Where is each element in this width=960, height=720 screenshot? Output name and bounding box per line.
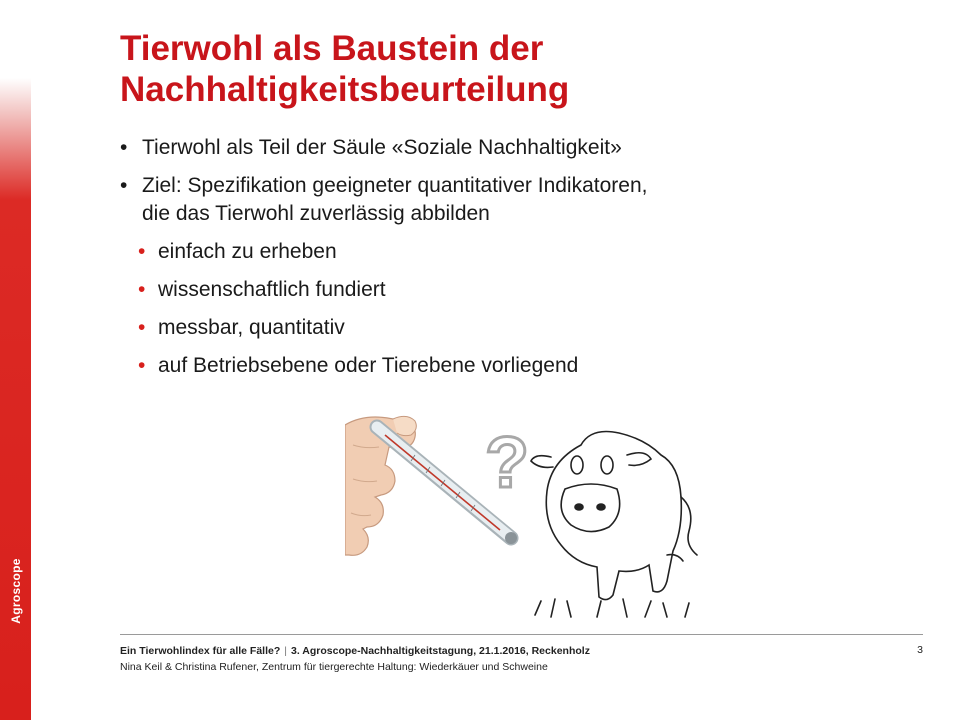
sub-bullet-item <box>120 238 900 266</box>
brand-name: Agroscope <box>8 558 23 624</box>
page-number: 3 <box>917 644 923 656</box>
question-mark-icon <box>485 423 529 503</box>
brand-logo <box>0 556 31 626</box>
sub-bullet-item <box>120 352 900 380</box>
bullet-text-line-1: Ziel: Spezifikation geeigneter quantitativer Indikatoren, <box>142 174 648 197</box>
sub-bullet-item <box>120 276 900 304</box>
cow-illustration <box>531 432 697 618</box>
footer-separator: | <box>284 645 287 657</box>
footer-presentation-info <box>120 645 590 657</box>
footer-event: 3. Agroscope-Nachhaltigkeitstagung, 21.1.2016, Reckenholz <box>291 645 590 657</box>
footer-authors: Nina Keil & Christina Rufener, Zentrum für tiergerechte Haltung: Wiederkäuer und Schweine <box>120 661 548 673</box>
bullet-text: Tierwohl als Teil der Säule «Soziale Nachhaltigkeit» <box>142 136 622 159</box>
bullet-text-line-2: die das Tierwohl zuverlässig abbilden <box>142 202 490 225</box>
bullet-item <box>120 134 900 162</box>
title-line-2: Nachhaltigkeitsbeurteilung <box>120 70 570 109</box>
sub-bullet-text: messbar, quantitativ <box>158 316 345 339</box>
sub-bullet-text: auf Betriebsebene oder Tierebene vorliegend <box>158 354 579 377</box>
slide-title <box>120 28 920 110</box>
sub-bullet-text: wissenschaftlich fundiert <box>158 278 386 301</box>
footer-title: Ein Tierwohlindex für alle Fälle? <box>120 645 281 657</box>
illustration-hand-thermometer-cow <box>345 405 705 625</box>
bullet-list <box>120 134 900 390</box>
title-line-1: Tierwohl als Baustein der <box>120 29 544 68</box>
svg-text:?: ? <box>485 423 529 503</box>
brand-sidebar <box>0 0 31 720</box>
sub-bullet-text: einfach zu erheben <box>158 240 337 263</box>
sub-bullet-item <box>120 314 900 342</box>
footer-divider <box>120 634 923 635</box>
bullet-item <box>120 172 900 228</box>
